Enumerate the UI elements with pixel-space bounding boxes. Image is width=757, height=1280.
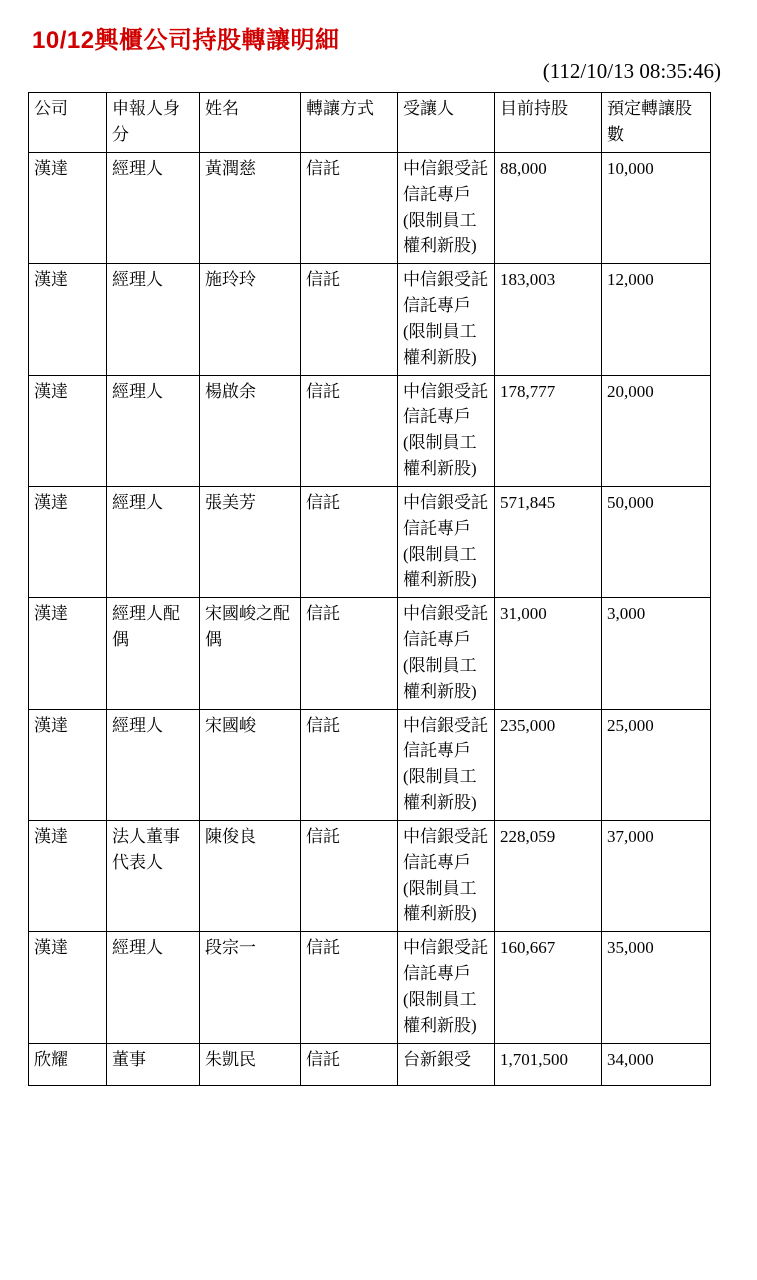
cell-company: 漢達 xyxy=(29,598,107,709)
cell-company: 漢達 xyxy=(29,709,107,820)
column-header-planned-transfer: 預定轉讓股數 xyxy=(602,93,711,153)
cell-name: 楊啟余 xyxy=(200,375,301,486)
cell-company: 漢達 xyxy=(29,264,107,375)
table-row xyxy=(29,709,711,820)
column-header-current-holding: 目前持股 xyxy=(495,93,602,153)
table-row xyxy=(29,486,711,597)
cell-identity: 經理人 xyxy=(107,153,200,264)
report-timestamp: (112/10/13 08:35:46) xyxy=(542,59,721,83)
cell-name: 黃潤慈 xyxy=(200,153,301,264)
cell-planned-transfer: 25,000 xyxy=(602,709,711,820)
cell-name: 施玲玲 xyxy=(200,264,301,375)
cell-method: 信託 xyxy=(301,932,398,1043)
cell-transferee: 中信銀受託信託專戶(限制員工權利新股) xyxy=(398,598,495,709)
cell-identity: 經理人配偶 xyxy=(107,598,200,709)
cell-planned-transfer: 20,000 xyxy=(602,375,711,486)
cell-method: 信託 xyxy=(301,709,398,820)
table-row xyxy=(29,820,711,931)
cell-company: 漢達 xyxy=(29,153,107,264)
cell-identity: 董事 xyxy=(107,1043,200,1085)
holdings-transfer-table xyxy=(28,92,711,1086)
cell-transferee: 中信銀受託信託專戶(限制員工權利新股) xyxy=(398,375,495,486)
cell-company: 漢達 xyxy=(29,375,107,486)
table-header-row xyxy=(29,93,711,153)
cell-name: 陳俊良 xyxy=(200,820,301,931)
cell-company: 漢達 xyxy=(29,932,107,1043)
cell-current-holding: 31,000 xyxy=(495,598,602,709)
cell-planned-transfer: 10,000 xyxy=(602,153,711,264)
cell-current-holding: 1,701,500 xyxy=(495,1043,602,1085)
cell-transferee: 中信銀受託信託專戶(限制員工權利新股) xyxy=(398,820,495,931)
cell-name: 朱凱民 xyxy=(200,1043,301,1085)
cell-name: 張美芳 xyxy=(200,486,301,597)
cell-transferee: 中信銀受託信託專戶(限制員工權利新股) xyxy=(398,153,495,264)
column-header-method: 轉讓方式 xyxy=(301,93,398,153)
cell-name: 宋國峻 xyxy=(200,709,301,820)
table-row xyxy=(29,598,711,709)
column-header-name: 姓名 xyxy=(200,93,301,153)
cell-identity: 經理人 xyxy=(107,932,200,1043)
cell-transferee: 台新銀受 xyxy=(398,1043,495,1085)
cell-method: 信託 xyxy=(301,264,398,375)
cell-method: 信託 xyxy=(301,598,398,709)
table-body xyxy=(29,153,711,1086)
table-row xyxy=(29,1043,711,1085)
cell-method: 信託 xyxy=(301,375,398,486)
cell-transferee: 中信銀受託信託專戶(限制員工權利新股) xyxy=(398,932,495,1043)
page-title: 10/12興櫃公司持股轉讓明細 xyxy=(32,27,340,54)
cell-method: 信託 xyxy=(301,820,398,931)
cell-company: 漢達 xyxy=(29,820,107,931)
cell-identity: 經理人 xyxy=(107,264,200,375)
cell-current-holding: 183,003 xyxy=(495,264,602,375)
cell-transferee: 中信銀受託信託專戶(限制員工權利新股) xyxy=(398,709,495,820)
column-header-transferee: 受讓人 xyxy=(398,93,495,153)
cell-current-holding: 160,667 xyxy=(495,932,602,1043)
cell-method: 信託 xyxy=(301,1043,398,1085)
cell-current-holding: 228,059 xyxy=(495,820,602,931)
cell-current-holding: 235,000 xyxy=(495,709,602,820)
cell-transferee: 中信銀受託信託專戶(限制員工權利新股) xyxy=(398,486,495,597)
cell-current-holding: 571,845 xyxy=(495,486,602,597)
cell-current-holding: 178,777 xyxy=(495,375,602,486)
cell-identity: 法人董事代表人 xyxy=(107,820,200,931)
cell-identity: 經理人 xyxy=(107,375,200,486)
cell-planned-transfer: 3,000 xyxy=(602,598,711,709)
table-row xyxy=(29,153,711,264)
cell-planned-transfer: 37,000 xyxy=(602,820,711,931)
column-header-company: 公司 xyxy=(29,93,107,153)
cell-method: 信託 xyxy=(301,486,398,597)
cell-planned-transfer: 34,000 xyxy=(602,1043,711,1085)
cell-identity: 經理人 xyxy=(107,486,200,597)
cell-transferee: 中信銀受託信託專戶(限制員工權利新股) xyxy=(398,264,495,375)
table-row xyxy=(29,932,711,1043)
cell-method: 信託 xyxy=(301,153,398,264)
cell-name: 段宗一 xyxy=(200,932,301,1043)
table-row xyxy=(29,375,711,486)
cell-planned-transfer: 50,000 xyxy=(602,486,711,597)
cell-planned-transfer: 35,000 xyxy=(602,932,711,1043)
table-row xyxy=(29,264,711,375)
cell-current-holding: 88,000 xyxy=(495,153,602,264)
column-header-identity: 申報人身分 xyxy=(107,93,200,153)
cell-company: 欣耀 xyxy=(29,1043,107,1085)
cell-name: 宋國峻之配偶 xyxy=(200,598,301,709)
cell-company: 漢達 xyxy=(29,486,107,597)
cell-identity: 經理人 xyxy=(107,709,200,820)
cell-planned-transfer: 12,000 xyxy=(602,264,711,375)
